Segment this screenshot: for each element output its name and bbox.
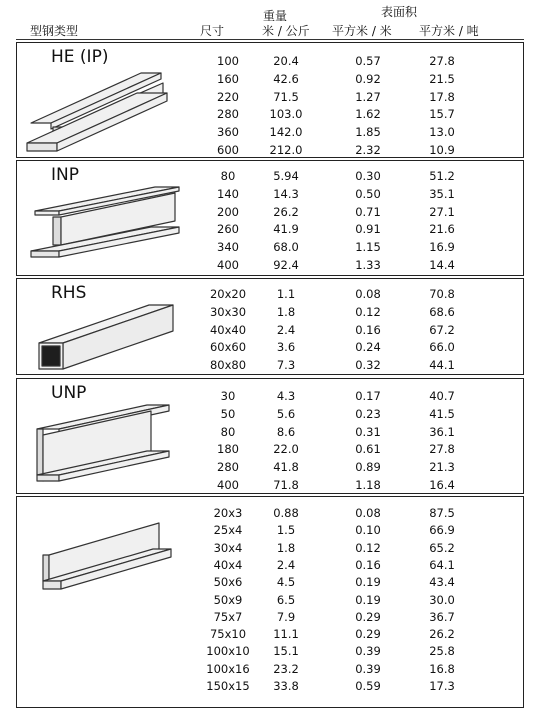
size-cell: 360	[217, 125, 239, 140]
surface-per-meter-cell: 0.71	[355, 204, 381, 219]
size-cell: 50	[220, 406, 236, 421]
surface-per-meter-cell: 0.19	[355, 592, 381, 607]
weight-cell: 11.1	[273, 627, 299, 642]
weight-cell: 212.0	[269, 143, 303, 157]
size-cell: 100x16	[206, 661, 250, 676]
weight-cell: 3.6	[276, 340, 296, 355]
table-row	[17, 626, 523, 643]
table-row	[17, 557, 523, 574]
weight-cell: 42.6	[273, 71, 299, 86]
surface-per-meter-cell: 0.16	[355, 322, 381, 337]
table-row	[17, 540, 523, 557]
surface-per-ton-cell: 66.0	[429, 340, 455, 355]
type-header: 型钢类型	[30, 24, 79, 38]
table-row	[17, 643, 523, 660]
surface-per-ton-cell: 68.6	[429, 304, 455, 319]
header-divider	[16, 39, 524, 40]
section-label: INP	[51, 165, 79, 185]
size-cell: 30	[220, 389, 236, 403]
surface-per-meter-cell: 0.19	[355, 575, 381, 590]
weight-cell: 92.4	[273, 258, 299, 272]
size-cell: 30x4	[213, 540, 243, 555]
surface-per-meter-cell: 0.57	[355, 54, 381, 68]
size-cell: 100x10	[206, 644, 250, 659]
surface-per-ton-cell: 25.8	[429, 644, 455, 659]
table-row	[17, 239, 523, 256]
table-row	[17, 505, 523, 522]
surface-per-meter-cell: 0.89	[355, 460, 381, 475]
size-cell: 280	[217, 107, 239, 122]
surface-per-meter-header: 平方米 / 米	[332, 24, 392, 38]
size-cell: 40x40	[209, 322, 247, 337]
size-cell: 80	[220, 424, 236, 439]
table-row	[17, 124, 523, 141]
weight-cell: 2.4	[276, 557, 296, 572]
weight-cell: 7.9	[276, 609, 296, 624]
weight-cell: 15.1	[273, 644, 299, 659]
size-cell: 40x4	[213, 557, 243, 572]
table-row	[17, 609, 523, 626]
surface-per-ton-cell: 17.3	[429, 679, 455, 693]
section-angle	[16, 496, 524, 708]
surface-per-ton-cell: 44.1	[429, 358, 455, 373]
table-row	[17, 339, 523, 356]
surface-per-meter-cell: 0.16	[355, 557, 381, 572]
surface-per-meter-cell: 1.85	[355, 125, 381, 140]
section-inp	[16, 160, 524, 276]
table-row	[17, 661, 523, 678]
surface-per-meter-cell: 0.08	[355, 506, 381, 520]
weight-cell: 6.5	[276, 592, 296, 607]
table-row	[17, 71, 523, 88]
surface-per-ton-cell: 36.7	[429, 609, 455, 624]
surface-per-ton-cell: 17.8	[429, 89, 455, 104]
surface-per-ton-cell: 21.6	[429, 222, 455, 237]
weight-cell: 1.1	[276, 287, 296, 301]
table-row	[17, 53, 523, 70]
surface-per-meter-cell: 0.50	[355, 186, 381, 201]
surface-per-ton-cell: 16.9	[429, 240, 455, 255]
surface-per-ton-cell: 51.2	[429, 169, 455, 183]
surface-per-meter-cell: 0.12	[355, 304, 381, 319]
weight-cell: 5.6	[276, 406, 296, 421]
size-cell: 80	[220, 169, 236, 183]
section-he-ip	[16, 42, 524, 158]
surface-per-ton-cell: 21.5	[429, 71, 455, 86]
size-cell: 200	[217, 204, 239, 219]
size-cell: 600	[217, 143, 239, 157]
table-row	[17, 574, 523, 591]
surface-per-ton-cell: 21.3	[429, 460, 455, 475]
weight-cell: 33.8	[273, 679, 299, 693]
surface-per-meter-cell: 1.27	[355, 89, 381, 104]
surface-per-meter-cell: 0.31	[355, 424, 381, 439]
size-cell: 140	[217, 186, 239, 201]
size-cell: 400	[217, 258, 239, 272]
weight-header: 重量	[263, 9, 288, 23]
surface-per-meter-cell: 0.23	[355, 406, 381, 421]
surface-per-ton-cell: 30.0	[429, 592, 455, 607]
table-row	[17, 406, 523, 423]
weight-cell: 14.3	[273, 186, 299, 201]
surface-per-ton-cell: 65.2	[429, 540, 455, 555]
surface-header: 表面积	[381, 5, 418, 19]
weight-cell: 1.5	[276, 523, 296, 538]
table-row	[17, 168, 523, 185]
size-cell: 75x7	[213, 609, 243, 624]
section-label: HE (IP)	[51, 47, 109, 67]
size-cell: 50x9	[213, 592, 243, 607]
surface-per-ton-cell: 40.7	[429, 389, 455, 403]
weight-cell: 1.8	[276, 304, 296, 319]
table-row	[17, 477, 523, 494]
surface-per-ton-header: 平方米 / 吨	[419, 24, 479, 38]
surface-per-meter-cell: 2.32	[355, 143, 381, 157]
weight-cell: 5.94	[273, 169, 299, 183]
surface-per-ton-cell: 35.1	[429, 186, 455, 201]
surface-per-meter-cell: 0.61	[355, 442, 381, 457]
section-label: UNP	[51, 383, 87, 403]
weight-cell: 4.3	[276, 389, 296, 403]
weight-cell: 22.0	[273, 442, 299, 457]
size-cell: 100	[217, 54, 239, 68]
weight-cell: 71.8	[273, 478, 299, 492]
surface-per-meter-cell: 0.39	[355, 661, 381, 676]
weight-cell: 7.3	[276, 358, 296, 373]
weight-cell: 41.9	[273, 222, 299, 237]
weight-cell: 0.88	[273, 506, 299, 520]
weight-cell: 103.0	[269, 107, 303, 122]
surface-per-ton-cell: 27.8	[429, 54, 455, 68]
surface-per-ton-cell: 16.4	[429, 478, 455, 492]
weight-cell: 20.4	[273, 54, 299, 68]
weight-cell: 41.8	[273, 460, 299, 475]
size-cell: 340	[217, 240, 239, 255]
size-cell: 80x80	[209, 358, 247, 373]
table-row	[17, 89, 523, 106]
surface-per-ton-cell: 27.1	[429, 204, 455, 219]
weight-cell: 1.8	[276, 540, 296, 555]
size-cell: 50x6	[213, 575, 243, 590]
surface-per-ton-cell: 64.1	[429, 557, 455, 572]
surface-per-ton-cell: 70.8	[429, 287, 455, 301]
table-row	[17, 388, 523, 405]
table-row	[17, 357, 523, 374]
size-cell: 25x4	[213, 523, 243, 538]
surface-per-meter-cell: 1.62	[355, 107, 381, 122]
size-cell: 160	[217, 71, 239, 86]
surface-per-meter-cell: 1.15	[355, 240, 381, 255]
size-cell: 280	[217, 460, 239, 475]
weight-unit-header: 米 / 公斤	[262, 24, 310, 38]
table-row	[17, 424, 523, 441]
surface-per-meter-cell: 0.39	[355, 644, 381, 659]
table-row	[17, 142, 523, 159]
size-cell: 180	[217, 442, 239, 457]
surface-per-ton-cell: 87.5	[429, 506, 455, 520]
surface-per-ton-cell: 15.7	[429, 107, 455, 122]
surface-per-ton-cell: 67.2	[429, 322, 455, 337]
size-cell: 220	[217, 89, 239, 104]
surface-per-meter-cell: 0.30	[355, 169, 381, 183]
surface-per-ton-cell: 10.9	[429, 143, 455, 157]
size-cell: 20x3	[213, 506, 243, 520]
weight-cell: 26.2	[273, 204, 299, 219]
surface-per-ton-cell: 16.8	[429, 661, 455, 676]
surface-per-ton-cell: 41.5	[429, 406, 455, 421]
surface-per-meter-cell: 0.08	[355, 287, 381, 301]
weight-cell: 23.2	[273, 661, 299, 676]
weight-cell: 68.0	[273, 240, 299, 255]
table-row	[17, 304, 523, 321]
table-row	[17, 286, 523, 303]
surface-per-meter-cell: 0.12	[355, 540, 381, 555]
table-row	[17, 257, 523, 274]
size-cell: 400	[217, 478, 239, 492]
table-row	[17, 322, 523, 339]
surface-per-ton-cell: 26.2	[429, 627, 455, 642]
surface-per-ton-cell: 13.0	[429, 125, 455, 140]
surface-per-ton-cell: 36.1	[429, 424, 455, 439]
size-cell: 150x15	[206, 679, 250, 693]
weight-cell: 142.0	[269, 125, 303, 140]
section-label: RHS	[51, 283, 87, 303]
table-row	[17, 592, 523, 609]
section-unp	[16, 378, 524, 494]
size-cell: 20x20	[209, 287, 247, 301]
table-row	[17, 441, 523, 458]
surface-per-meter-cell: 0.32	[355, 358, 381, 373]
surface-per-ton-cell: 27.8	[429, 442, 455, 457]
size-cell: 60x60	[209, 340, 247, 355]
surface-per-ton-cell: 14.4	[429, 258, 455, 272]
size-cell: 260	[217, 222, 239, 237]
table-row	[17, 186, 523, 203]
table-row	[17, 204, 523, 221]
surface-per-meter-cell: 0.29	[355, 627, 381, 642]
surface-per-meter-cell: 0.24	[355, 340, 381, 355]
surface-per-meter-cell: 0.92	[355, 71, 381, 86]
weight-cell: 4.5	[276, 575, 296, 590]
weight-cell: 8.6	[276, 424, 296, 439]
surface-per-meter-cell: 1.18	[355, 478, 381, 492]
size-cell: 30x30	[209, 304, 247, 319]
surface-per-meter-cell: 0.59	[355, 679, 381, 693]
surface-per-meter-cell: 0.91	[355, 222, 381, 237]
surface-per-ton-cell: 43.4	[429, 575, 455, 590]
size-cell: 75x10	[209, 627, 247, 642]
surface-per-meter-cell: 0.29	[355, 609, 381, 624]
table-row	[17, 459, 523, 476]
table-row	[17, 221, 523, 238]
weight-cell: 2.4	[276, 322, 296, 337]
table-row	[17, 522, 523, 539]
surface-per-meter-cell: 0.17	[355, 389, 381, 403]
size-header: 尺寸	[200, 24, 225, 38]
surface-per-meter-cell: 0.10	[355, 523, 381, 538]
surface-per-ton-cell: 66.9	[429, 523, 455, 538]
table-row	[17, 106, 523, 123]
surface-per-meter-cell: 1.33	[355, 258, 381, 272]
weight-cell: 71.5	[273, 89, 299, 104]
section-rhs	[16, 278, 524, 375]
table-row	[17, 678, 523, 695]
